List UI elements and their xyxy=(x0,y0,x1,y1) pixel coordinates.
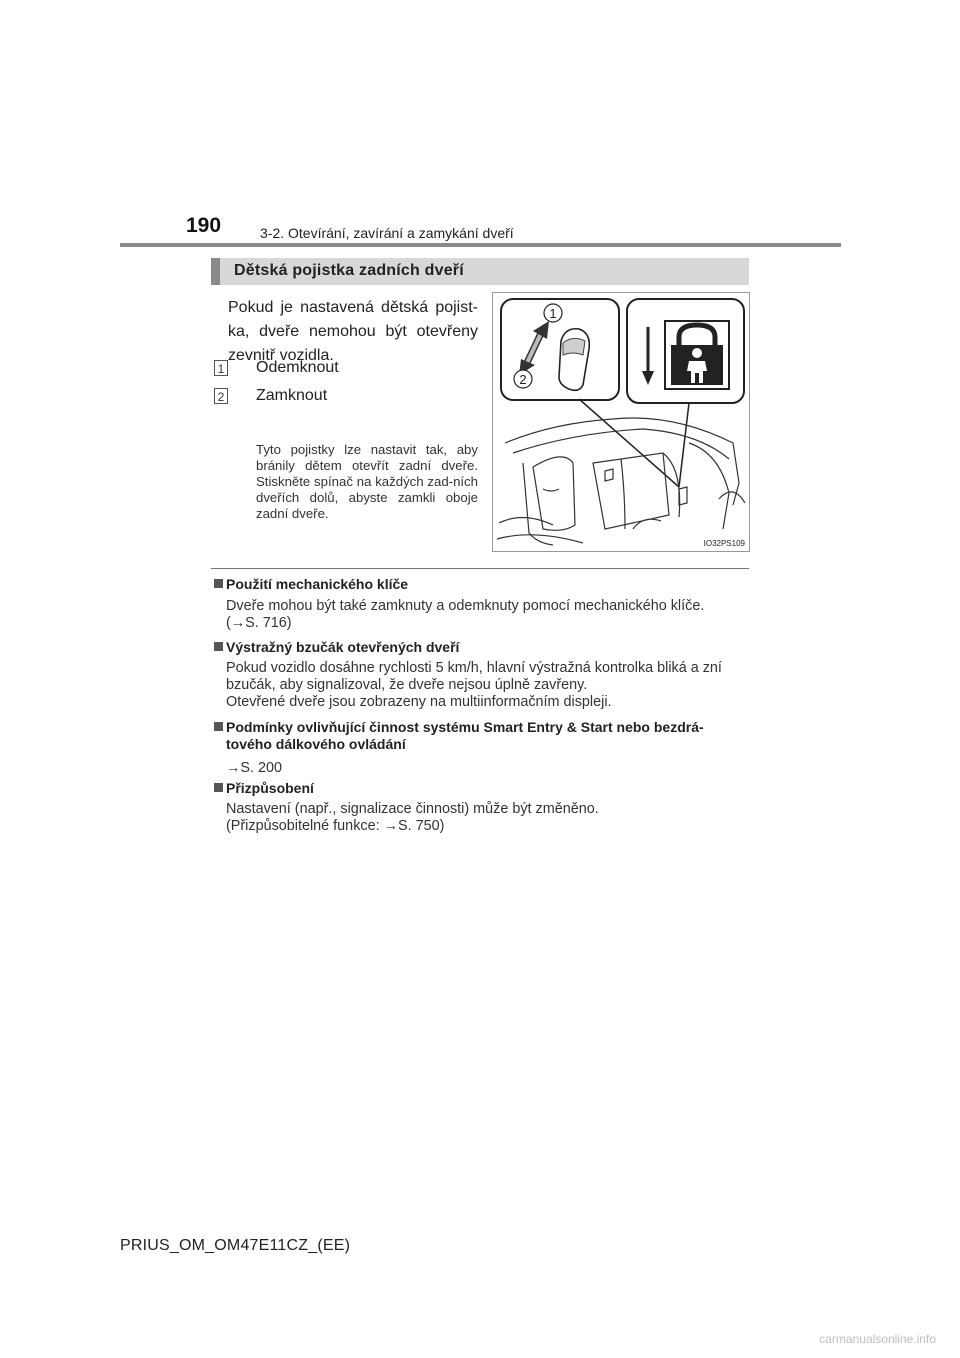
child-head-icon xyxy=(692,348,702,358)
number-badge: 2 xyxy=(214,388,228,404)
subsection-line: Pokud vozidlo dosáhne rychlosti 5 km/h, hlavní výstražná kontrolka bliká a zní xyxy=(226,660,722,676)
note-paragraph: Tyto pojistky lze nastavit tak, aby bránily dětem otevřít zadní dveře. Stiskněte spínač na každých zad-ních dveřích dolů, abyste zamkli oboje zadní dveře. xyxy=(256,442,478,521)
subsection-line: (→S. 716) xyxy=(226,615,292,631)
subsection-mechanical-key xyxy=(214,576,754,632)
switch-cap-icon xyxy=(563,338,585,355)
number-badge: 1 xyxy=(214,360,228,376)
bullet-square-icon xyxy=(214,783,223,792)
bullet-square-icon xyxy=(214,722,223,731)
subsection-door-buzzer xyxy=(214,639,754,711)
chapter-title: 3-2. Otevírání, zavírání a zamykání dveří xyxy=(260,225,514,241)
section-title: Dětská pojistka zadních dveří xyxy=(234,262,464,279)
watermark: carmanualsonline.info xyxy=(819,1332,936,1346)
header-rule xyxy=(120,243,841,247)
car-door-drawing xyxy=(497,418,745,545)
bullet-square-icon xyxy=(214,579,223,588)
child-lock-illustration xyxy=(492,292,750,552)
callout-1-label: 1 xyxy=(549,306,557,321)
subsection-line: (Přizpůsobitelné funkce: →S. 750) xyxy=(226,818,445,834)
section-divider xyxy=(211,568,749,569)
subsection-title-cont: tového dálkového ovládání xyxy=(226,736,406,752)
item-label: Zamknout xyxy=(256,387,328,404)
subsection-title: Výstražný bzučák otevřených dveří xyxy=(226,639,460,655)
section-title-box xyxy=(211,258,749,285)
bullet-square-icon xyxy=(214,642,223,651)
section-title-bar xyxy=(211,258,220,285)
footer-doc-code: PRIUS_OM_OM47E11CZ_(EE) xyxy=(120,1237,351,1254)
callout-2-label: 2 xyxy=(519,372,527,387)
leader-line xyxy=(579,399,679,487)
intro-paragraph: Pokud je nastavená dětská pojist-ka, dveře nemohou být otevřeny zevnitř vozidla. xyxy=(228,299,478,364)
item-label: Odemknout xyxy=(256,359,339,376)
subsection-line: →S. 200 xyxy=(226,760,282,776)
subsection-title: Použití mechanického klíče xyxy=(226,576,409,592)
subsection-line: Otevřené dveře jsou zobrazeny na multiinformačním displeji. xyxy=(226,694,612,710)
subsection-line: bzučák, aby signalizoval, že dveře nejsou úplně zavřeny. xyxy=(226,677,588,693)
subsection-customization xyxy=(214,780,754,835)
subsection-line: Nastavení (např., signalizace činnosti) může být změněno. xyxy=(226,801,599,817)
subsection-smart-entry xyxy=(214,719,754,777)
subsection-title: Přizpůsobení xyxy=(226,780,314,796)
door-illustration xyxy=(493,293,751,553)
subsection-line: Dveře mohou být také zamknuty a odemknuty pomocí mechanického klíče. xyxy=(226,598,705,614)
figure-code: IO32PS109 xyxy=(703,539,745,548)
subsection-title: Podmínky ovlivňující činnost systému Smart Entry & Start nebo bezdrá- xyxy=(226,719,704,735)
page-number: 190 xyxy=(186,214,222,237)
leader-line xyxy=(679,403,689,487)
